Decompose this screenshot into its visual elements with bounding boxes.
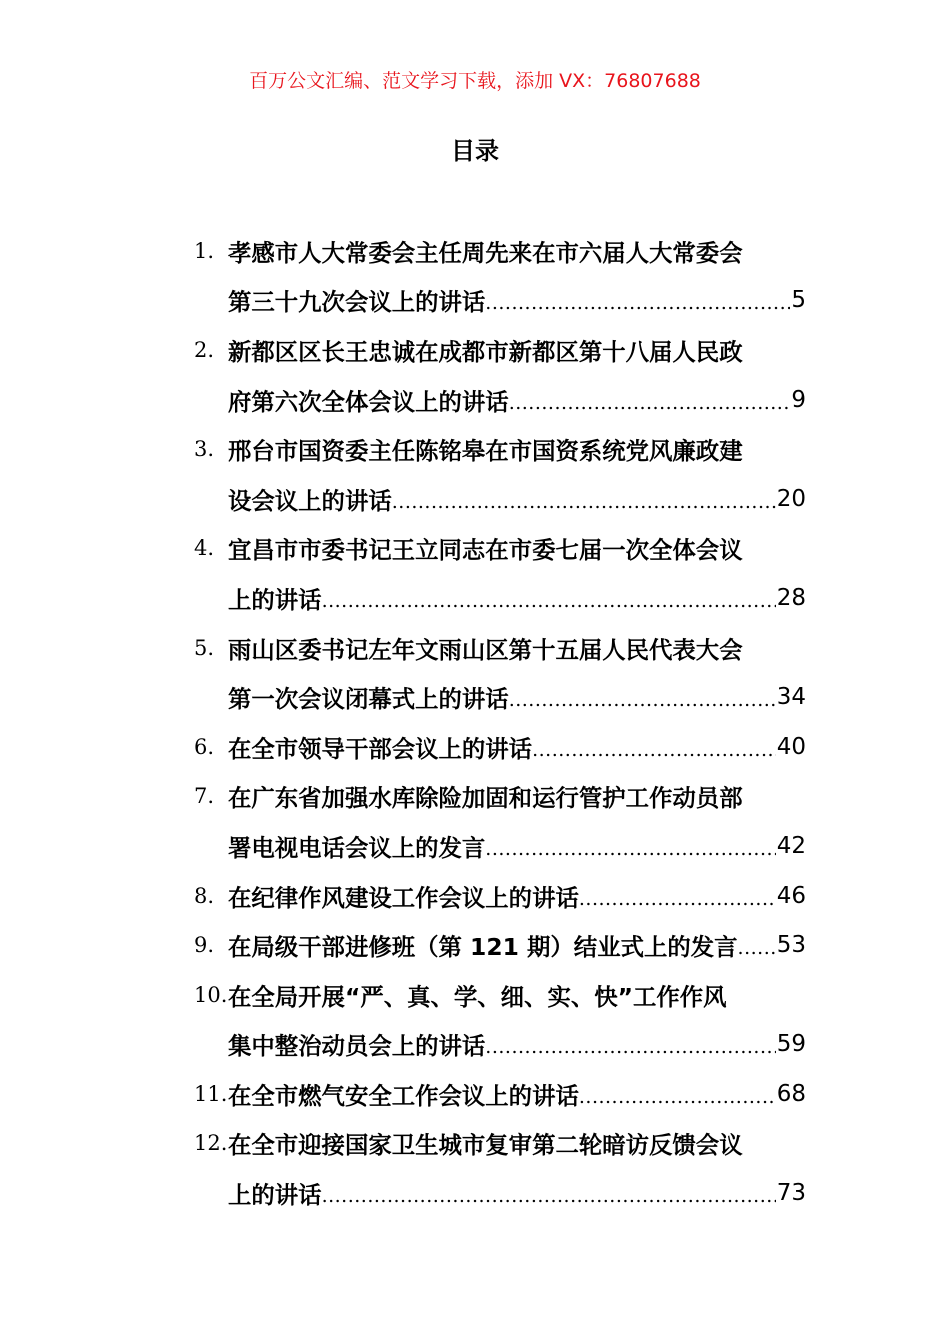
toc-page-number: 46 bbox=[776, 882, 806, 909]
toc-entry-line bbox=[194, 722, 806, 772]
dot-leader bbox=[322, 1185, 776, 1207]
dot-leader bbox=[392, 491, 776, 513]
toc-entry[interactable] bbox=[194, 920, 806, 970]
dot-leader bbox=[485, 292, 790, 314]
toc-entry-last-line bbox=[228, 879, 806, 913]
toc-entry-line bbox=[194, 821, 806, 871]
toc-page-number: 68 bbox=[776, 1080, 806, 1107]
toc-entry-title: 在纪律作风建设工作会议上的讲话 bbox=[228, 883, 579, 912]
dot-leader bbox=[322, 590, 776, 612]
toc-entry-line bbox=[194, 1020, 806, 1070]
toc-entry-last-line bbox=[228, 1027, 806, 1061]
toc-entry[interactable] bbox=[194, 772, 806, 871]
toc-entry[interactable] bbox=[194, 970, 806, 1069]
toc-entry-title: 第三十九次会议上的讲话 bbox=[228, 288, 486, 317]
toc-entry-line bbox=[194, 1168, 806, 1218]
toc-entry-title: 在全市迎接国家卫生城市复审第二轮暗访反馈会议 bbox=[228, 1131, 743, 1160]
toc-entry-number: 9. bbox=[194, 933, 215, 958]
toc-entry-number: 1. bbox=[194, 238, 215, 263]
toc-entry-line bbox=[194, 871, 806, 921]
toc-entry-title: 署电视电话会议上的发言 bbox=[228, 833, 486, 862]
toc-entry-title: 孝感市人大常委会主任周先来在市六届人大常委会 bbox=[228, 238, 743, 267]
toc-entry[interactable] bbox=[194, 722, 806, 772]
toc-entry-title: 雨山区委书记左年文雨山区第十五届人民代表大会 bbox=[228, 635, 743, 664]
toc-entry-title: 府第六次全体会议上的讲话 bbox=[228, 387, 509, 416]
dot-leader bbox=[738, 937, 776, 959]
toc-entry-title: 宜昌市市委书记王立同志在市委七届一次全体会议 bbox=[228, 536, 743, 565]
toc-entry-number: 4. bbox=[194, 536, 215, 561]
toc-entry-last-line bbox=[228, 383, 806, 417]
toc-entry-title: 在全市领导干部会议上的讲话 bbox=[228, 734, 533, 763]
toc-entry-title: 在全市燃气安全工作会议上的讲话 bbox=[228, 1081, 579, 1110]
toc-page-number: 20 bbox=[776, 485, 806, 512]
toc-entry-number: 7. bbox=[194, 784, 215, 809]
toc-entry[interactable] bbox=[194, 325, 806, 424]
toc-entry-number: 3. bbox=[194, 437, 215, 462]
toc-entry-last-line bbox=[228, 730, 806, 764]
toc-entry-title: 上的讲话 bbox=[228, 1181, 322, 1210]
toc-entry-number: 8. bbox=[194, 883, 215, 908]
toc-entry-line bbox=[194, 375, 806, 425]
toc-entry-line bbox=[194, 325, 806, 375]
toc-entry-last-line bbox=[228, 928, 806, 962]
toc-page-number: 9 bbox=[791, 386, 806, 413]
toc-entry-line bbox=[194, 276, 806, 326]
toc-entry-last-line bbox=[228, 1077, 806, 1111]
toc-page-number: 34 bbox=[776, 684, 806, 711]
toc-entry-last-line bbox=[228, 283, 806, 317]
toc-entry-line bbox=[194, 1119, 806, 1169]
toc-entry-title: 邢台市国资委主任陈铭皋在市国资系统党风廉政建 bbox=[228, 437, 743, 466]
toc-entry-number: 5. bbox=[194, 635, 215, 660]
toc-entry-line bbox=[194, 424, 806, 474]
toc-entry[interactable] bbox=[194, 623, 806, 722]
toc-entry-number: 10. bbox=[194, 982, 228, 1007]
toc-entry-title: 设会议上的讲话 bbox=[228, 486, 392, 515]
toc-entry-line bbox=[194, 970, 806, 1020]
toc-entry-number: 6. bbox=[194, 734, 215, 759]
toc-heading: 目录 bbox=[451, 137, 499, 165]
toc-entry[interactable] bbox=[194, 226, 806, 325]
toc-entry-line bbox=[194, 524, 806, 574]
toc-entry-number: 11. bbox=[194, 1081, 228, 1106]
toc-entry-line bbox=[194, 573, 806, 623]
toc-entry[interactable] bbox=[194, 1119, 806, 1218]
toc-page-number: 59 bbox=[776, 1031, 806, 1058]
toc-entry-last-line bbox=[228, 581, 806, 615]
toc-entry-line bbox=[194, 474, 806, 524]
toc-entry-line bbox=[194, 920, 806, 970]
toc-entry-title: 在全局开展“严、真、学、细、实、快”工作作风 bbox=[228, 982, 727, 1011]
toc-entry-last-line bbox=[228, 482, 806, 516]
toc-list bbox=[194, 226, 806, 1218]
toc-page-number: 5 bbox=[791, 287, 806, 314]
dot-leader bbox=[579, 1086, 776, 1108]
dot-leader bbox=[532, 739, 776, 761]
toc-entry-number: 12. bbox=[194, 1131, 228, 1156]
toc-page-number: 40 bbox=[776, 733, 806, 760]
toc-entry[interactable] bbox=[194, 871, 806, 921]
toc-entry-title: 第一次会议闭幕式上的讲话 bbox=[228, 685, 509, 714]
toc-entry[interactable] bbox=[194, 524, 806, 623]
toc-page-number: 53 bbox=[776, 932, 806, 959]
toc-page-number: 28 bbox=[776, 584, 806, 611]
toc-entry[interactable] bbox=[194, 424, 806, 523]
toc-entry-number: 2. bbox=[194, 337, 215, 362]
toc-entry-line bbox=[194, 672, 806, 722]
dot-leader bbox=[509, 689, 776, 711]
dot-leader bbox=[509, 392, 791, 414]
dot-leader bbox=[579, 888, 776, 910]
toc-entry-title: 上的讲话 bbox=[228, 585, 322, 614]
toc-entry-line bbox=[194, 1069, 806, 1119]
toc-page-number: 73 bbox=[776, 1180, 806, 1207]
toc-entry-title: 新都区区长王忠诚在成都市新都区第十八届人民政 bbox=[228, 337, 743, 366]
toc-entry-title: 在广东省加强水库除险加固和运行管护工作动员部 bbox=[228, 784, 743, 813]
toc-entry-title: 集中整治动员会上的讲话 bbox=[228, 1032, 486, 1061]
toc-entry-line bbox=[194, 226, 806, 276]
toc-entry[interactable] bbox=[194, 1069, 806, 1119]
header-note: 百万公文汇编、范文学习下载，添加 VX：76807688 bbox=[249, 70, 701, 92]
toc-page-number: 42 bbox=[776, 832, 806, 859]
toc-entry-last-line bbox=[228, 1176, 806, 1210]
dot-leader bbox=[485, 1036, 775, 1058]
toc-entry-line bbox=[194, 772, 806, 822]
toc-entry-last-line bbox=[228, 680, 806, 714]
toc-entry-last-line bbox=[228, 829, 806, 863]
dot-leader bbox=[485, 838, 775, 860]
toc-entry-title: 在局级干部进修班（第 121 期）结业式上的发言 bbox=[228, 933, 738, 962]
toc-entry-line bbox=[194, 623, 806, 673]
